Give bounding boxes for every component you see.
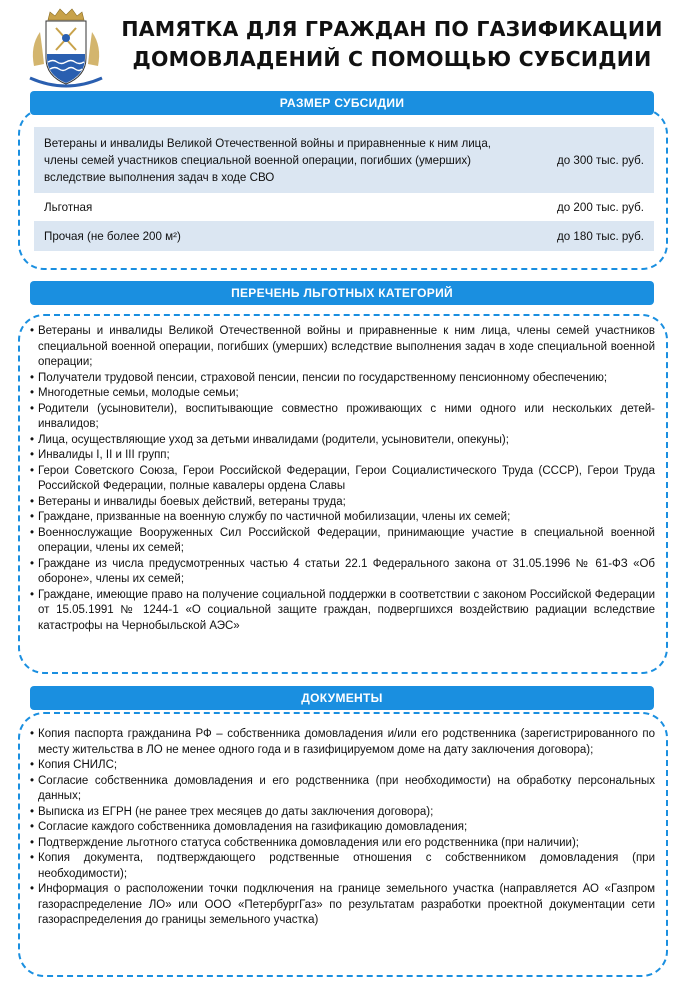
list-item: • Граждане, имеющие право на получение социальной поддержки в соответствии с законом Российской Федерации от 15.05.1991 № 1244-1 «О социальной защите граждан, подвергшихся воздействию радиации вследствие катастрофы на Чернобыльской АЭС»: [30, 588, 655, 635]
list-item: • Граждане из числа предусмотренных частью 4 статьи 22.1 Федерального закона от 31.05.1996 № 61-ФЗ «Об обороне», члены их семей;: [30, 557, 655, 588]
subsidy-amount: до 180 тыс. руб.: [557, 229, 644, 243]
subsidy-row: [34, 193, 654, 221]
list-item: • Лица, осуществляющие уход за детьми инвалидами (родители, усыновители, опекуны);: [30, 433, 655, 449]
list-item: • Информация о расположении точки подключения на границе земельного участка (направляется АО «Газпром газораспределение ЛО» или ООО «ПетербургГаз» по результатам разработки проектной документации сети газораспределения до границы земельного участка): [30, 882, 655, 929]
list-item: • Согласие каждого собственника домовладения на газификацию домовладения;: [30, 820, 655, 836]
list-item: • Копия паспорта гражданина РФ – собственника домовладения и/или его родственника (зарегистрированного по месту жительства в ЛО не менее одного года и в газифицируемом доме на дату заключения договора);: [30, 727, 655, 758]
list-item: • Многодетные семьи, молодые семьи;: [30, 386, 655, 402]
list-item: • Подтверждение льготного статуса собственника домовладения или его родственника (при наличии);: [30, 836, 655, 852]
page-header: [0, 0, 680, 92]
subsidy-heading: РАЗМЕР СУБСИДИИ: [30, 91, 654, 115]
list-item: • Ветераны и инвалиды боевых действий, ветераны труда;: [30, 495, 655, 511]
list-item: • Родители (усыновители), воспитывающие совместно проживающих с ними одного или нескольких детей-инвалидов;: [30, 402, 655, 433]
subsidy-table: [34, 127, 654, 251]
list-item: • Герои Советского Союза, Герои Российской Федерации, Герои Социалистического Труда (СССР), Герои Труда Российской Федерации, полные кавалеры ордена Славы: [30, 464, 655, 495]
list-item: • Граждане, призванные на военную службу по частичной мобилизации, члены их семей;: [30, 510, 655, 526]
list-item: • Военнослужащие Вооруженных Сил Российской Федерации, принимающие участие в специальной военной операции, члены их семей;: [30, 526, 655, 557]
list-item: • Выписка из ЕГРН (не ранее трех месяцев до даты заключения договора);: [30, 805, 655, 821]
list-item: • Согласие собственника домовладения и его родственника (при необходимости) на обработку персональных данных;: [30, 774, 655, 805]
list-item: • Ветераны и инвалиды Великой Отечественной войны и приравненные к ним лица, члены семей участников специальной военной операции, погибших (умерших) вследствие выполнения задач в ходе специальной военной операции;: [30, 324, 655, 371]
subsidy-category: Льготная: [44, 200, 93, 214]
subsidy-amount: до 200 тыс. руб.: [557, 200, 644, 214]
title-line-1: ПАМЯТКА ДЛЯ ГРАЖДАН ПО ГАЗИФИКАЦИИ: [121, 17, 663, 41]
list-item: • Инвалиды I, II и III групп;: [30, 448, 655, 464]
subsidy-category: Прочая (не более 200 м²): [44, 229, 181, 243]
list-item: • Получатели трудовой пенсии, страховой пенсии, пенсии по государственному пенсионному обеспечению;: [30, 371, 655, 387]
subsidy-amount: до 300 тыс. руб.: [557, 153, 644, 167]
subsidy-row: [34, 221, 654, 251]
list-item: • Копия СНИЛС;: [30, 758, 655, 774]
documents-heading: ДОКУМЕНТЫ: [30, 686, 654, 710]
documents-list: [30, 727, 655, 929]
categories-list: [30, 324, 655, 634]
page-title: [112, 14, 672, 74]
list-item: • Копия документа, подтверждающего родственные отношения с собственником домовладения (при необходимости);: [30, 851, 655, 882]
coat-of-arms-icon: [20, 6, 112, 88]
title-line-2: ДОМОВЛАДЕНИЙ С ПОМОЩЬЮ СУБСИДИИ: [132, 47, 652, 71]
subsidy-category: Ветераны и инвалиды Великой Отечественной войны и приравненные к ним лица, члены семей участников специальной военной операции, погибших (умерших) вследствие выполнения задач в ходе СВО: [44, 136, 491, 184]
categories-heading: ПЕРЕЧЕНЬ ЛЬГОТНЫХ КАТЕГОРИЙ: [30, 281, 654, 305]
subsidy-row: [34, 127, 654, 193]
